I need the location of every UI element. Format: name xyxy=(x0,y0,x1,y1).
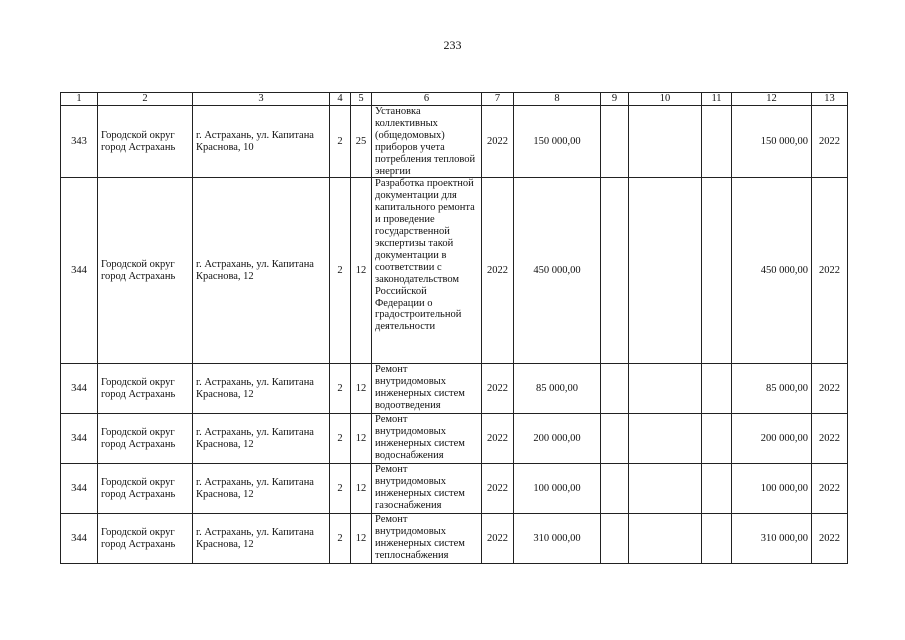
district-cell: Городской округ город Астрахань xyxy=(98,464,193,514)
work-description-cell: Ремонт внутридомовых инженерных систем водоотведения xyxy=(372,364,482,414)
column-header: 10 xyxy=(629,93,702,106)
col11-cell xyxy=(702,464,732,514)
table-row xyxy=(61,464,848,514)
table-row xyxy=(61,106,848,178)
col11-cell xyxy=(702,414,732,464)
district-cell: Городской округ город Астрахань xyxy=(98,178,193,364)
completion-year-cell: 2022 xyxy=(812,414,848,464)
column-header: 5 xyxy=(351,93,372,106)
col4-cell: 2 xyxy=(330,414,351,464)
row-number-cell: 344 xyxy=(61,414,98,464)
column-header: 7 xyxy=(482,93,514,106)
col10-cell xyxy=(629,364,702,414)
col11-cell xyxy=(702,178,732,364)
work-description-cell: Разработка проектной документации для капитального ремонта и проведение государственной экспертизы такой документации в соответствии с законодательством Российской Федерации о градостроительной деятельности xyxy=(372,178,482,364)
completion-year-cell: 2022 xyxy=(812,364,848,414)
row-number-cell: 344 xyxy=(61,364,98,414)
address-cell: г. Астрахань, ул. Капитана Краснова, 12 xyxy=(193,514,330,564)
completion-year-cell: 2022 xyxy=(812,106,848,178)
table-row xyxy=(61,514,848,564)
district-cell: Городской округ город Астрахань xyxy=(98,364,193,414)
column-header: 8 xyxy=(514,93,601,106)
col5-cell: 12 xyxy=(351,514,372,564)
total-cost-cell: 150 000,00 xyxy=(732,106,812,178)
table-row xyxy=(61,364,848,414)
district-cell: Городской округ город Астрахань xyxy=(98,414,193,464)
row-number-cell: 343 xyxy=(61,106,98,178)
column-header: 2 xyxy=(98,93,193,106)
col10-cell xyxy=(629,464,702,514)
col10-cell xyxy=(629,178,702,364)
work-description-cell: Ремонт внутридомовых инженерных систем газоснабжения xyxy=(372,464,482,514)
col4-cell: 2 xyxy=(330,464,351,514)
year-cell: 2022 xyxy=(482,106,514,178)
work-description-cell: Ремонт внутридомовых инженерных систем водоснабжения xyxy=(372,414,482,464)
column-number-row xyxy=(61,93,848,106)
col5-cell: 12 xyxy=(351,464,372,514)
cost-cell: 450 000,00 xyxy=(514,178,601,364)
cost-cell: 85 000,00 xyxy=(514,364,601,414)
row-number-cell: 344 xyxy=(61,178,98,364)
col5-cell: 25 xyxy=(351,106,372,178)
year-cell: 2022 xyxy=(482,514,514,564)
col9-cell xyxy=(601,364,629,414)
col10-cell xyxy=(629,414,702,464)
column-header: 9 xyxy=(601,93,629,106)
year-cell: 2022 xyxy=(482,414,514,464)
total-cost-cell: 200 000,00 xyxy=(732,414,812,464)
work-description-cell: Установка коллективных (общедомовых) приборов учета потребления тепловой энергии xyxy=(372,106,482,178)
col9-cell xyxy=(601,414,629,464)
district-cell: Городской округ город Астрахань xyxy=(98,106,193,178)
col9-cell xyxy=(601,178,629,364)
col10-cell xyxy=(629,106,702,178)
total-cost-cell: 85 000,00 xyxy=(732,364,812,414)
total-cost-cell: 100 000,00 xyxy=(732,464,812,514)
address-cell: г. Астрахань, ул. Капитана Краснова, 12 xyxy=(193,414,330,464)
total-cost-cell: 450 000,00 xyxy=(732,178,812,364)
col9-cell xyxy=(601,106,629,178)
cost-cell: 200 000,00 xyxy=(514,414,601,464)
col5-cell: 12 xyxy=(351,414,372,464)
col4-cell: 2 xyxy=(330,106,351,178)
district-cell: Городской округ город Астрахань xyxy=(98,514,193,564)
column-header: 12 xyxy=(732,93,812,106)
cost-cell: 150 000,00 xyxy=(514,106,601,178)
col4-cell: 2 xyxy=(330,178,351,364)
work-description-cell: Ремонт внутридомовых инженерных систем теплоснабжения xyxy=(372,514,482,564)
total-cost-cell: 310 000,00 xyxy=(732,514,812,564)
year-cell: 2022 xyxy=(482,364,514,414)
cost-cell: 310 000,00 xyxy=(514,514,601,564)
address-cell: г. Астрахань, ул. Капитана Краснова, 10 xyxy=(193,106,330,178)
column-header: 11 xyxy=(702,93,732,106)
row-number-cell: 344 xyxy=(61,514,98,564)
completion-year-cell: 2022 xyxy=(812,464,848,514)
col4-cell: 2 xyxy=(330,514,351,564)
col4-cell: 2 xyxy=(330,364,351,414)
cost-cell: 100 000,00 xyxy=(514,464,601,514)
table-row xyxy=(61,414,848,464)
column-header: 6 xyxy=(372,93,482,106)
col11-cell xyxy=(702,514,732,564)
col11-cell xyxy=(702,364,732,414)
column-header: 4 xyxy=(330,93,351,106)
address-cell: г. Астрахань, ул. Капитана Краснова, 12 xyxy=(193,364,330,414)
row-number-cell: 344 xyxy=(61,464,98,514)
col11-cell xyxy=(702,106,732,178)
table-body xyxy=(61,106,848,564)
year-cell: 2022 xyxy=(482,178,514,364)
completion-year-cell: 2022 xyxy=(812,514,848,564)
col9-cell xyxy=(601,464,629,514)
col5-cell: 12 xyxy=(351,178,372,364)
column-header: 3 xyxy=(193,93,330,106)
completion-year-cell: 2022 xyxy=(812,178,848,364)
address-cell: г. Астрахань, ул. Капитана Краснова, 12 xyxy=(193,464,330,514)
address-cell: г. Астрахань, ул. Капитана Краснова, 12 xyxy=(193,178,330,364)
year-cell: 2022 xyxy=(482,464,514,514)
col10-cell xyxy=(629,514,702,564)
col9-cell xyxy=(601,514,629,564)
column-header: 1 xyxy=(61,93,98,106)
table-row xyxy=(61,178,848,364)
capital-repair-table xyxy=(60,92,848,564)
col5-cell: 12 xyxy=(351,364,372,414)
page-number: 233 xyxy=(443,38,462,52)
column-header: 13 xyxy=(812,93,848,106)
